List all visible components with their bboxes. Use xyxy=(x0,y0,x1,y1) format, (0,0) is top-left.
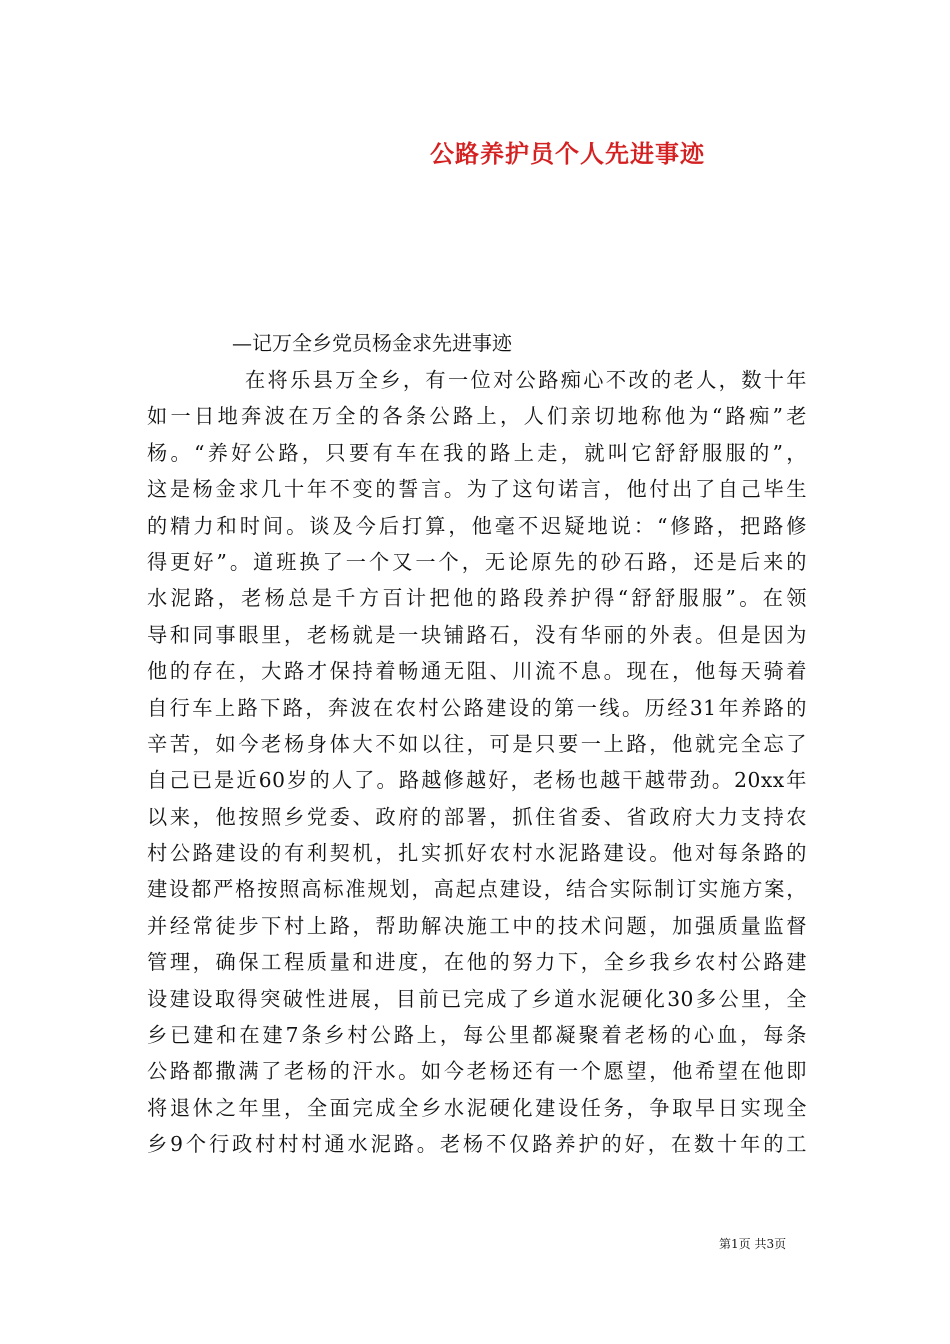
document-title: 公路养护员个人先进事迹 xyxy=(430,139,705,168)
body-line: 将退休之年里，全面完成全乡水泥硬化建设任务，争取早日实现全 xyxy=(147,1095,807,1120)
body-line: 水泥路，老杨总是千方百计把他的路段养护得“舒舒服服”。在领 xyxy=(147,586,807,611)
body-line: 以来，他按照乡党委、政府的部署，抓住省委、省政府大力支持农 xyxy=(147,804,807,829)
body-line: 辛苦，如今老杨身体大不如以往，可是只要一上路，他就完全忘了 xyxy=(147,731,807,756)
body-line: 乡已建和在建7条乡村公路上，每公里都凝聚着老杨的心血，每条 xyxy=(147,1023,807,1048)
body-line: 导和同事眼里，老杨就是一块铺路石，没有华丽的外表。但是因为 xyxy=(147,622,807,647)
page-footer: 第1页 共3页 xyxy=(719,1237,787,1251)
body-line: 自行车上路下路，奔波在农村公路建设的第一线。历经31年养路的 xyxy=(147,695,807,720)
body-line: 的精力和时间。谈及今后打算，他毫不迟疑地说：“修路，把路修 xyxy=(147,513,807,538)
body-line: 建设都严格按照高标准规划，高起点建设，结合实际制订实施方案， xyxy=(147,877,807,902)
body-paragraph xyxy=(147,362,807,1163)
body-line: 自己已是近60岁的人了。路越修越好，老杨也越干越带劲。20xx年 xyxy=(147,768,807,793)
body-line: 他的存在，大路才保持着畅通无阻、川流不息。现在，他每天骑着 xyxy=(147,659,807,684)
body-line: 设建设取得突破性进展，目前已完成了乡道水泥硬化30多公里，全 xyxy=(147,986,807,1011)
body-line: 并经常徒步下村上路，帮助解决施工中的技术问题，加强质量监督 xyxy=(147,913,807,938)
body-line: 乡9个行政村村村通水泥路。老杨不仅路养护的好，在数十年的工 xyxy=(147,1132,807,1157)
body-line: 管理，确保工程质量和进度，在他的努力下，全乡我乡农村公路建 xyxy=(147,950,807,975)
document-subtitle: —记万全乡党员杨金求先进事迹 xyxy=(232,331,512,355)
body-line: 在将乐县万全乡，有一位对公路痴心不改的老人，数十年 xyxy=(245,368,807,392)
body-line: 杨。“养好公路，只要有车在我的路上走，就叫它舒舒服服的”， xyxy=(147,440,807,465)
body-line: 这是杨金求几十年不变的誓言。为了这句诺言，他付出了自己毕生 xyxy=(147,477,807,502)
body-line: 如一日地奔波在万全的各条公路上，人们亲切地称他为“路痴”老 xyxy=(147,404,807,429)
body-line: 村公路建设的有利契机，扎实抓好农村水泥路建设。他对每条路的 xyxy=(147,841,807,866)
body-line: 公路都撒满了老杨的汗水。如今老杨还有一个愿望，他希望在他即 xyxy=(147,1059,807,1084)
body-line: 得更好”。道班换了一个又一个，无论原先的砂石路，还是后来的 xyxy=(147,549,807,574)
